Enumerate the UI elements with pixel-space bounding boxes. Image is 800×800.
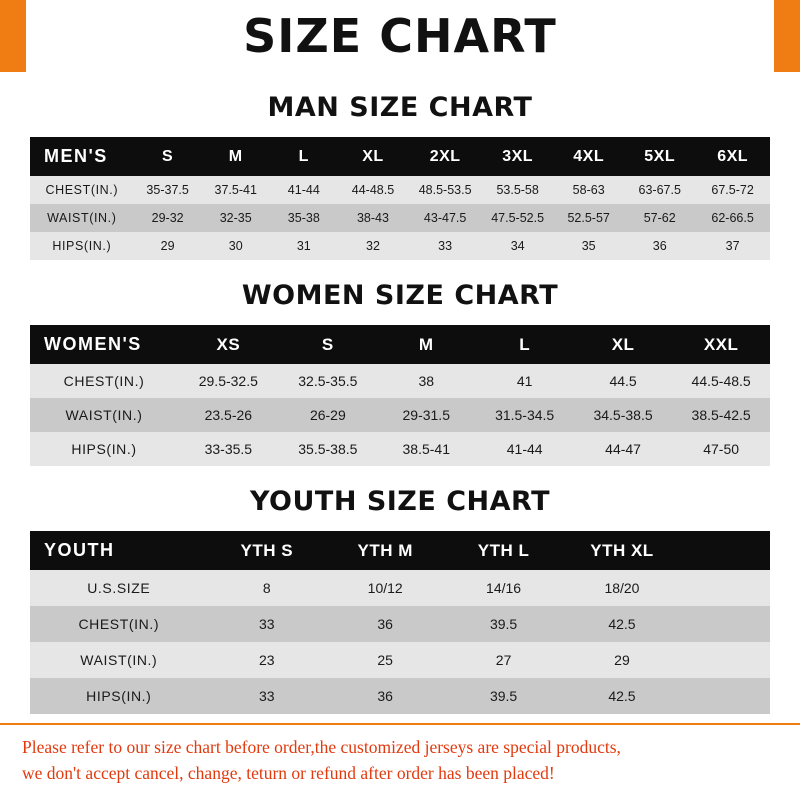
disclaimer-line-1: Please refer to our size chart before order,the customized jerseys are special products,: [22, 737, 621, 758]
cell: 8: [208, 570, 326, 606]
cell: 32.5-35.5: [279, 364, 377, 398]
men-col-header: 5XL: [624, 137, 695, 176]
youth-col-header: YTH S: [208, 531, 326, 570]
cell: 44.5-48.5: [672, 364, 770, 398]
cell: 23.5-26: [178, 398, 279, 432]
women-size-table: [30, 325, 770, 466]
cell: 37: [695, 232, 770, 260]
cell: 44.5: [574, 364, 672, 398]
cell: 31.5-34.5: [475, 398, 573, 432]
cell: 33: [408, 232, 482, 260]
cell: 52.5-57: [553, 204, 624, 232]
cell: 36: [326, 606, 444, 642]
youth-header-row: [30, 531, 770, 570]
table-row: [30, 398, 770, 432]
cell: 10/12: [326, 570, 444, 606]
cell: 33: [208, 678, 326, 714]
cell: 33: [208, 606, 326, 642]
men-col-header: 4XL: [553, 137, 624, 176]
header-banner: [0, 0, 800, 72]
women-section-title: WOMEN SIZE CHART: [241, 280, 559, 311]
cell-spacer: [681, 570, 770, 606]
cell: 35: [553, 232, 624, 260]
men-col-header: S: [134, 137, 202, 176]
table-row: [30, 642, 770, 678]
men-section-title: MAN SIZE CHART: [267, 92, 533, 123]
cell: 41-44: [270, 176, 338, 204]
cell: 35.5-38.5: [279, 432, 377, 466]
row-label: WAIST(IN.): [30, 204, 134, 232]
cell: 18/20: [563, 570, 681, 606]
cell: 57-62: [624, 204, 695, 232]
row-label: HIPS(IN.): [30, 232, 134, 260]
row-label: CHEST(IN.): [30, 606, 208, 642]
cell: 39.5: [444, 678, 562, 714]
women-col-header: L: [475, 325, 573, 364]
youth-col-header: YTH L: [444, 531, 562, 570]
row-label: CHEST(IN.): [30, 364, 178, 398]
youth-col-header: YTH M: [326, 531, 444, 570]
youth-col-header: YOUTH: [30, 531, 208, 570]
row-label: HIPS(IN.): [30, 678, 208, 714]
cell: 38.5-41: [377, 432, 475, 466]
cell: 41: [475, 364, 573, 398]
women-header-row: [30, 325, 770, 364]
cell: 47-50: [672, 432, 770, 466]
header-banner-inner: [26, 0, 774, 72]
page-title: SIZE CHART: [243, 9, 557, 63]
table-row: [30, 570, 770, 606]
row-label: WAIST(IN.): [30, 642, 208, 678]
cell: 30: [202, 232, 270, 260]
youth-size-table: [30, 531, 770, 714]
cell: 33-35.5: [178, 432, 279, 466]
table-row: [30, 678, 770, 714]
cell: 44-48.5: [338, 176, 408, 204]
cell: 43-47.5: [408, 204, 482, 232]
table-row: [30, 176, 770, 204]
men-col-header: 3XL: [482, 137, 553, 176]
youth-col-header: YTH XL: [563, 531, 681, 570]
disclaimer-note: [0, 723, 800, 800]
cell: 67.5-72: [695, 176, 770, 204]
disclaimer-line-2: we don't accept cancel, change, teturn or refund after order has been placed!: [22, 762, 555, 783]
men-header-row: [30, 137, 770, 176]
women-col-header: WOMEN'S: [30, 325, 178, 364]
youth-col-spacer: [681, 531, 770, 570]
cell: 53.5-58: [482, 176, 553, 204]
cell: 27: [444, 642, 562, 678]
women-col-header: XL: [574, 325, 672, 364]
men-col-header: M: [202, 137, 270, 176]
cell: 58-63: [553, 176, 624, 204]
cell: 32: [338, 232, 408, 260]
cell: 35-38: [270, 204, 338, 232]
cell: 29: [563, 642, 681, 678]
cell: 44-47: [574, 432, 672, 466]
cell: 36: [624, 232, 695, 260]
cell: 36: [326, 678, 444, 714]
cell: 48.5-53.5: [408, 176, 482, 204]
cell: 42.5: [563, 678, 681, 714]
women-col-header: XS: [178, 325, 279, 364]
men-size-table: [30, 137, 770, 260]
table-row: [30, 606, 770, 642]
cell: 41-44: [475, 432, 573, 466]
cell: 35-37.5: [134, 176, 202, 204]
table-row: [30, 364, 770, 398]
cell: 47.5-52.5: [482, 204, 553, 232]
cell: 63-67.5: [624, 176, 695, 204]
row-label: WAIST(IN.): [30, 398, 178, 432]
cell-spacer: [681, 678, 770, 714]
cell-spacer: [681, 606, 770, 642]
cell: 29-32: [134, 204, 202, 232]
cell: 38.5-42.5: [672, 398, 770, 432]
cell: 31: [270, 232, 338, 260]
cell: 29.5-32.5: [178, 364, 279, 398]
cell: 34.5-38.5: [574, 398, 672, 432]
cell: 29-31.5: [377, 398, 475, 432]
men-col-header: XL: [338, 137, 408, 176]
table-row: [30, 204, 770, 232]
cell: 29: [134, 232, 202, 260]
cell: 62-66.5: [695, 204, 770, 232]
cell: 38-43: [338, 204, 408, 232]
women-col-header: XXL: [672, 325, 770, 364]
men-col-header: 6XL: [695, 137, 770, 176]
men-col-header: MEN'S: [30, 137, 134, 176]
men-col-header: 2XL: [408, 137, 482, 176]
table-row: [30, 432, 770, 466]
cell: 34: [482, 232, 553, 260]
cell: 14/16: [444, 570, 562, 606]
row-label: U.S.SIZE: [30, 570, 208, 606]
youth-section-title: YOUTH SIZE CHART: [249, 486, 551, 517]
women-col-header: M: [377, 325, 475, 364]
cell-spacer: [681, 642, 770, 678]
cell: 25: [326, 642, 444, 678]
cell: 42.5: [563, 606, 681, 642]
men-col-header: L: [270, 137, 338, 176]
row-label: CHEST(IN.): [30, 176, 134, 204]
row-label: HIPS(IN.): [30, 432, 178, 466]
cell: 23: [208, 642, 326, 678]
content-wrap: [0, 72, 800, 714]
women-col-header: S: [279, 325, 377, 364]
cell: 38: [377, 364, 475, 398]
cell: 32-35: [202, 204, 270, 232]
cell: 37.5-41: [202, 176, 270, 204]
table-row: [30, 232, 770, 260]
cell: 26-29: [279, 398, 377, 432]
cell: 39.5: [444, 606, 562, 642]
